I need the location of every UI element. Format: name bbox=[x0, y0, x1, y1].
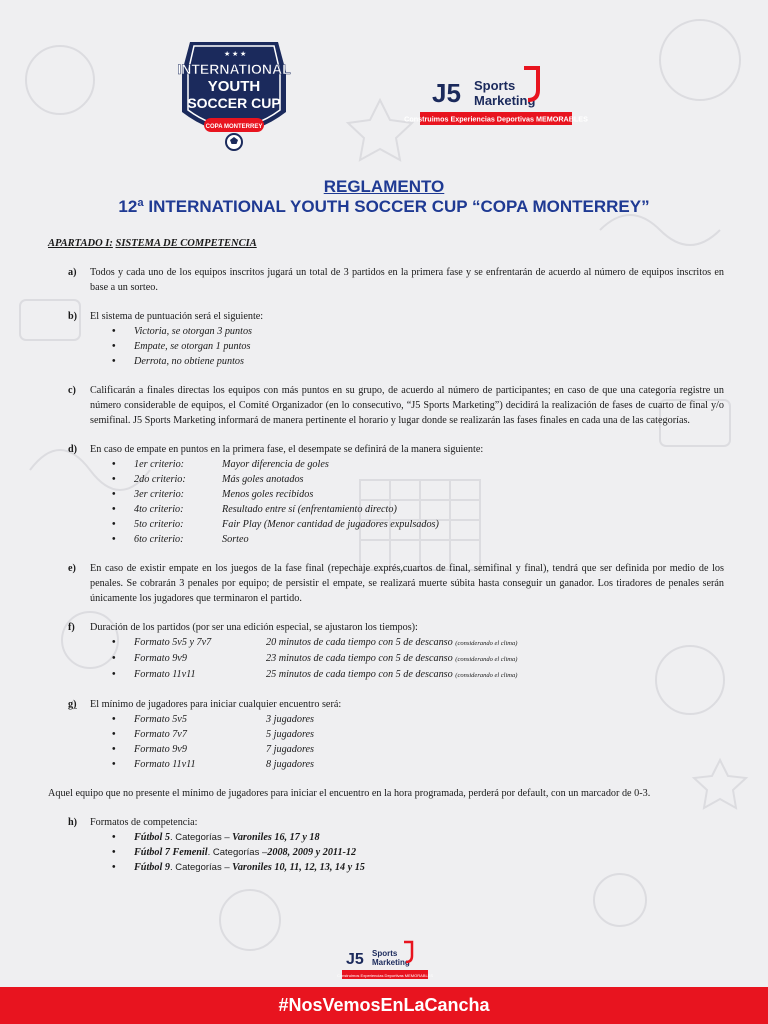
section-label: a) bbox=[68, 267, 77, 278]
section-text: El sistema de puntuación será el siguiente: bbox=[90, 311, 264, 322]
section-text: Todos y cada uno de los equipos inscritos jugará un total de 3 partidos en la primera fase y se enfrentarán de acuerdo al número de equipos inscritos en base a un sorteo. bbox=[90, 267, 724, 293]
list-item: • 2do criterio: Más goles anotados bbox=[90, 472, 724, 487]
list-item: • Derrota, no obtiene puntos bbox=[90, 354, 724, 369]
section-label: g) bbox=[68, 699, 77, 710]
section-h bbox=[48, 815, 724, 875]
j5-sports-marketing-logo bbox=[404, 60, 588, 130]
apartado-heading: APARTADO I: SISTEMA DE COMPETENCIA bbox=[48, 238, 257, 249]
svg-text:Marketing: Marketing bbox=[372, 958, 410, 967]
list-item: • Formato 7v7 5 jugadores bbox=[90, 727, 724, 742]
list-item: • 4to criterio: Resultado entre sí (enfrentamiento directo) bbox=[90, 502, 724, 517]
section-c bbox=[48, 383, 724, 428]
logo-tagline: Construimos Experiencias Deportivas MEMORABLES bbox=[404, 114, 588, 124]
section-a bbox=[48, 265, 724, 295]
list-item: • Formato 5v5 3 jugadores bbox=[90, 712, 724, 727]
default-rule-text: Aquel equipo que no presente el mínimo de jugadores para iniciar el encuentro en la hora programada, perderá por default, con un marcador de 0-3. bbox=[48, 788, 651, 799]
regulation-body bbox=[48, 236, 724, 889]
list-item: • Fútbol 7 Femenil. Categorías –2008, 2009 y 2011-12 bbox=[90, 845, 724, 860]
svg-text:Construimos Experiencias Depor: Construimos Experiencias Deportivas MEMORABLES bbox=[336, 973, 434, 978]
section-text: En caso de existir empate en los juegos de la fase final (repechaje exprés,cuartos de final, semifinal y final), tendrá que ser definida por medio de los penales. Se cobrarán 3 penales por equipo; de persistir el empate, se realizará muerte súbita hasta conseguir un ganador. Los tiradores de penales serán únicamente los jugadores que terminaron el partido. bbox=[90, 563, 724, 604]
list-item: • Formato 9v9 23 minutos de cada tiempo con 5 de descanso (considerando el clima) bbox=[90, 651, 724, 667]
section-b bbox=[48, 309, 724, 369]
logo-line2: YOUTH bbox=[207, 78, 261, 95]
section-d bbox=[48, 442, 724, 547]
list-item: • 1er criterio: Mayor diferencia de goles bbox=[90, 457, 724, 472]
logo-sports: Sports bbox=[474, 78, 516, 93]
j5-sports-marketing-footer-logo bbox=[336, 938, 434, 982]
list-item: • Formato 11v11 8 jugadores bbox=[90, 757, 724, 772]
section-label: h) bbox=[68, 817, 78, 828]
international-youth-soccer-cup-logo bbox=[160, 34, 308, 154]
list-item: • Fútbol 5. Categorías – Varoniles 16, 17 y 18 bbox=[90, 830, 724, 845]
section-label: f) bbox=[68, 622, 75, 633]
logo-ribbon: COPA MONTERREY bbox=[205, 124, 263, 130]
list-item: • Formato 5v5 y 7v7 20 minutos de cada tiempo con 5 de descanso (considerando el clima) bbox=[90, 635, 724, 651]
section-label: c) bbox=[68, 385, 76, 396]
svg-text:★ ★ ★: ★ ★ ★ bbox=[224, 50, 247, 58]
section-text: En caso de empate en puntos en la primera fase, el desempate se definirá de la manera siguiente: bbox=[90, 444, 484, 455]
list-item: • 5to criterio: Fair Play (Menor cantidad de jugadores expulsados) bbox=[90, 517, 724, 532]
document-subtitle: 12ª INTERNATIONAL YOUTH SOCCER CUP “COPA MONTERREY” bbox=[118, 197, 650, 216]
footer-hashtag-banner: #NosVemosEnLaCancha bbox=[0, 987, 768, 1024]
list-item: • Fútbol 9. Categorías – Varoniles 10, 11, 12, 13, 14 y 15 bbox=[90, 860, 724, 875]
list-item: • 6to criterio: Sorteo bbox=[90, 532, 724, 547]
logo-line3: SOCCER CUP bbox=[187, 95, 281, 111]
section-text: Calificarán a finales directas los equipos con más puntos en su grupo, de acuerdo al número de participantes; en caso de que una categoría registre un número considerable de equipos, el Comité Organizador (en lo consecutivo, “J5 Sports Marketing”) decidirá la realización de fases de cuarto de final y/o semifinal. J5 Sports Marketing informará de manera pertinente el horario y lugar donde se realizarán las fases finales en cada una de las categorías. bbox=[90, 385, 724, 426]
section-text: Formatos de competencia: bbox=[90, 817, 198, 828]
logo-brand: J5 bbox=[432, 78, 461, 108]
svg-text:J5: J5 bbox=[346, 951, 364, 968]
section-label: d) bbox=[68, 444, 78, 455]
list-item: • Empate, se otorgan 1 puntos bbox=[90, 339, 724, 354]
section-e bbox=[48, 561, 724, 606]
section-label: e) bbox=[68, 563, 76, 574]
section-label: b) bbox=[68, 311, 78, 322]
logo-marketing: Marketing bbox=[474, 93, 536, 108]
list-item: • Formato 9v9 7 jugadores bbox=[90, 742, 724, 757]
svg-text:Sports: Sports bbox=[372, 949, 398, 958]
section-text: Duración de los partidos (por ser una edición especial, se ajustaron los tiempos): bbox=[90, 622, 418, 633]
section-f bbox=[48, 620, 724, 683]
list-item: • Victoria, se otorgan 3 puntos bbox=[90, 324, 724, 339]
section-g bbox=[48, 697, 724, 772]
section-text: El mínimo de jugadores para iniciar cualquier encuentro será: bbox=[90, 699, 342, 710]
document-title: REGLAMENTO bbox=[323, 177, 445, 196]
logo-line1: INTERNATIONAL bbox=[177, 61, 291, 77]
list-item: • Formato 11v11 25 minutos de cada tiempo con 5 de descanso (considerando el clima) bbox=[90, 667, 724, 683]
list-item: • 3er criterio: Menos goles recibidos bbox=[90, 487, 724, 502]
